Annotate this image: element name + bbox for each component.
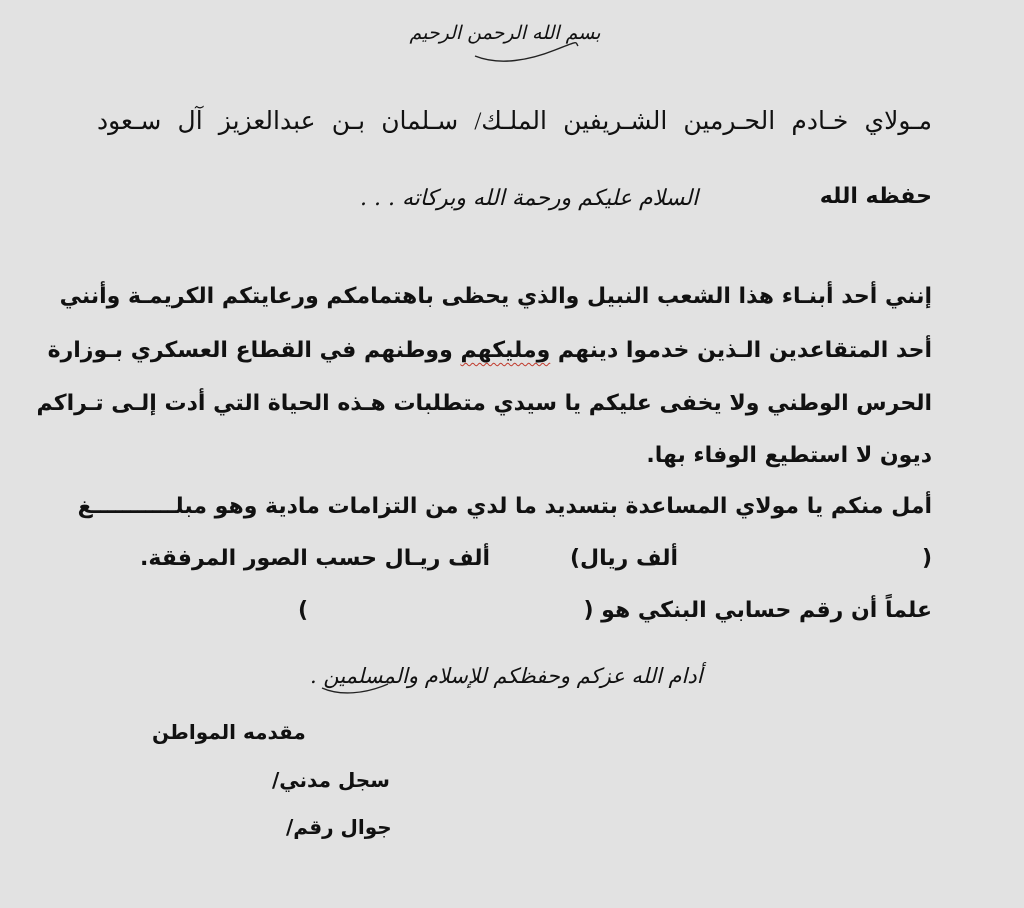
- body-line-1: إنني أحد أبنـاء هذا الشعب النبيل والذي يحظى باهتمامكم ورعايتكم الكريمـة وأنني: [59, 284, 932, 309]
- amount-tail: ألف ريـال حسب الصور المرفقة.: [140, 546, 491, 571]
- civil-record-label: سجل مدني/: [272, 768, 390, 792]
- mobile-label: جوال رقم/: [286, 815, 392, 839]
- body-line-5: أمل منكم يا مولاي المساعدة بتسديد ما لدي من التزامات مادية وهو مبلـــــــــــغ: [77, 494, 932, 519]
- submitter-label: مقدمه المواطن: [152, 720, 306, 744]
- account-line: علماً أن رقم حسابي البنكي هو (: [583, 598, 932, 623]
- closing-dua: أدام الله عزكم وحفظكم للإسلام والمسلمين .: [310, 664, 703, 688]
- amount-paren-open: (: [921, 546, 932, 571]
- account-close-paren: ): [298, 598, 309, 623]
- body-line-4: ديون لا استطيع الوفاء بها.: [646, 443, 932, 468]
- hafizahu-text: حفظه الله: [819, 184, 932, 209]
- salam-greeting: السلام عليكم ورحمة الله وبركاته . . .: [360, 186, 699, 211]
- basmala: بسم الله الرحمن الرحيم: [409, 22, 601, 44]
- body-line-2: أحد المتقاعدين الـذين خدموا دينهم ومليكهم ووطنهم في القطاع العسكري بـوزارة: [47, 338, 932, 363]
- body-line-3: الحرس الوطني ولا يخفى عليكم يا سيدي متطلبات هـذه الحياة التي أدت إلـى تـراكم: [36, 391, 932, 416]
- basmala-flourish-icon: [470, 36, 580, 64]
- dua-flourish-icon: [320, 676, 390, 696]
- amount-riyal-close: ألف ريال): [570, 546, 678, 571]
- spellcheck-flagged-word: ومليكهم: [460, 338, 551, 363]
- addressee-line: مـولاي خـادم الحـرمين الشـريفين الملـك/ سـلمان بـن عبدالعزيز آل سـعود: [97, 108, 932, 135]
